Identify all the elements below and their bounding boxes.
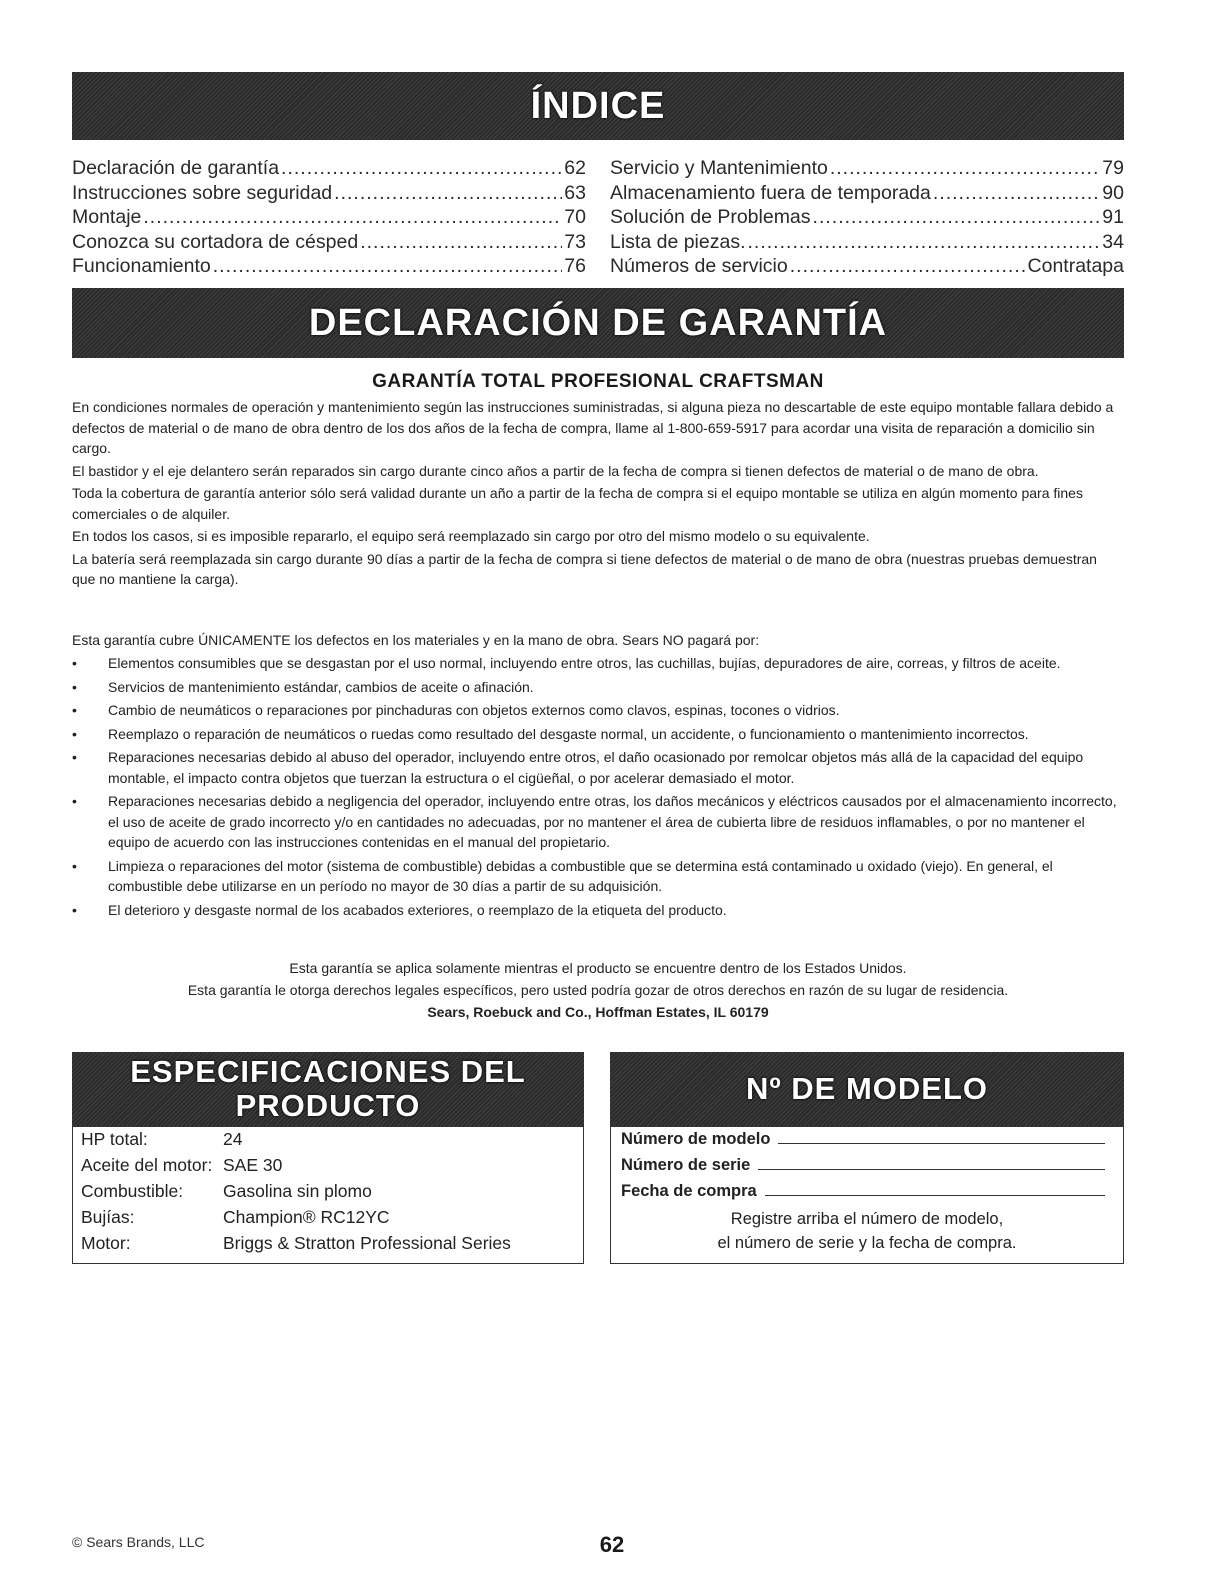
spec-key: Bujías: (81, 1207, 135, 1227)
toc-item[interactable] (72, 182, 586, 207)
spec-key: HP total: (81, 1129, 148, 1149)
toc-item[interactable] (72, 206, 586, 231)
exclusion-item: • Reemplazo o reparación de neumáticos o ruedas como resultado del desgaste normal, un accidente, o funcionamiento o mantenimiento incorrectos. (72, 724, 1124, 745)
toc-page: 63 (564, 181, 586, 204)
toc-page: Contratapa (1027, 255, 1124, 277)
specs-title-line1: ESPECIFICACIONES DEL (130, 1054, 526, 1089)
model-number-field[interactable] (621, 1129, 1105, 1149)
specs-title-line2: PRODUCTO (235, 1088, 421, 1123)
serial-number-field[interactable] (621, 1155, 1105, 1175)
warranty-banner (72, 288, 1124, 358)
specs-box (72, 1126, 584, 1264)
warranty-paragraph: La batería será reemplazada sin cargo durante 90 días a partir de la fecha de compra si tiene defectos de material o de mano de obra (nuestras pruebas demuestran que no mantiene la carga). (72, 550, 1097, 587)
warranty-paragraph: En todos los casos, si es imposible repararlo, el equipo será reemplazado sin cargo por otro del mismo modelo o su equivalente. (72, 528, 870, 544)
toc-label: Servicio y Mantenimiento (610, 157, 828, 179)
model-note (611, 1207, 1123, 1255)
model-banner-title: Nº DE MODELO (745, 1071, 989, 1106)
toc-item[interactable] (610, 157, 1124, 182)
warranty-paragraph: Toda la cobertura de garantía anterior sólo será validad durante un año a partir de la fecha de compra si el equipo montable se utiliza en algún momento para fines comerciales o de alquiler. (72, 485, 1083, 522)
spec-value: Champion® RC12YC (223, 1207, 390, 1227)
toc-page: 91 (1102, 206, 1124, 228)
exclusion-item: • Limpieza o reparaciones del motor (sistema de combustible) debidas a combustible que se determina está contaminado u oxidado (viejo). En general, el combustible debe utilizarse en un período no mayor de 30 días a partir de su adquisición. (72, 856, 1124, 897)
model-number-line[interactable] (778, 1129, 1105, 1144)
toc-item[interactable] (72, 231, 586, 256)
toc-left-column (72, 157, 586, 280)
toc-label: Solución de Problemas (610, 206, 811, 228)
spec-row (81, 1129, 242, 1150)
spec-row (81, 1233, 511, 1254)
toc-label: Almacenamiento fuera de temporada (610, 181, 931, 204)
model-number-label: Número de modelo (621, 1130, 771, 1148)
toc-item[interactable] (610, 255, 1124, 280)
copyright: © Sears Brands, LLC (72, 1534, 205, 1550)
serial-number-label: Número de serie (621, 1156, 751, 1174)
exclusion-item: • Servicios de mantenimiento estándar, cambios de aceite o afinación. (72, 677, 1124, 698)
spec-row (81, 1155, 282, 1176)
toc-item[interactable] (72, 255, 586, 280)
warranty-closing (72, 957, 1124, 1023)
purchase-date-label: Fecha de compra (621, 1182, 757, 1200)
exclusion-item: • Reparaciones necesarias debido a negligencia del operador, incluyendo entre otras, los daños mecánicos y eléctricos causados por el almacenamiento incorrecto, el uso de aceite de grado incorrecto y/o en cantidades no adecuadas, por no mantener el área de cubierta libre de residuos inflamables, o por no mantener el equipo de acuerdo con las instrucciones contenidas en el manual del propietario. (72, 791, 1124, 853)
model-note-line-1: Registre arriba el número de modelo, (730, 1210, 1004, 1228)
spec-value: 24 (223, 1129, 243, 1149)
toc-page: 90 (1102, 181, 1124, 204)
model-banner (610, 1052, 1124, 1126)
exclusion-item: • El deterioro y desgaste normal de los acabados exteriores, o reemplazo de la etiqueta del producto. (72, 900, 1124, 921)
spec-key: Motor: (81, 1233, 131, 1253)
serial-number-line[interactable] (758, 1155, 1105, 1170)
exclusion-item: • Reparaciones necesarias debido al abuso del operador, incluyendo entre otros, el daño ocasionado por remolcar objetos más allá de la capacidad del equipo montable, el impacto contra objetos que tuerzan la estructura o el cigüeñal, o por acelerar demasiado el motor. (72, 747, 1124, 788)
toc-page: 79 (1102, 157, 1124, 179)
toc-page: 34 (1102, 230, 1124, 253)
exclusions-list (72, 653, 1124, 923)
indice-title: ÍNDICE (530, 85, 666, 127)
toc-label: Lista de piezas. (610, 230, 746, 253)
warranty-paragraph: El bastidor y el eje delantero serán reparados sin cargo durante cinco años a partir de la fecha de compra si tienen defectos de material o de mano de obra. (72, 462, 1039, 479)
toc-label: Números de servicio (610, 255, 788, 277)
exclusion-item: • Cambio de neumáticos o reparaciones por pinchaduras con objetos externos como clavos, espinas, tocones o vidrios. (72, 700, 1124, 721)
page-number: 62 (599, 1532, 625, 1557)
model-note-line-2: el número de serie y la fecha de compra. (717, 1234, 1017, 1252)
spec-value: Briggs & Stratton Professional Series (223, 1233, 511, 1253)
warranty-banner-title: DECLARACIÓN DE GARANTÍA (308, 302, 888, 344)
spec-row (81, 1207, 390, 1228)
spec-value: SAE 30 (223, 1155, 283, 1175)
spec-value: Gasolina sin plomo (223, 1181, 372, 1201)
toc-page: 70 (564, 206, 586, 228)
spec-row (81, 1181, 372, 1202)
exclusions-intro: Esta garantía cubre ÚNICAMENTE los defectos en los materiales y en la mano de obra. Sears NO pagará por: (72, 632, 760, 648)
toc-label: Instrucciones sobre seguridad (72, 181, 333, 204)
purchase-date-line[interactable] (765, 1181, 1105, 1196)
toc-page: 73 (564, 230, 586, 253)
toc-item[interactable] (610, 231, 1124, 256)
toc-right-column (610, 157, 1124, 280)
closing-line-1: Esta garantía se aplica solamente mientras el producto se encuentre dentro de los Estados Unidos. (289, 960, 907, 976)
company-address: Sears, Roebuck and Co., Hoffman Estates, IL 60179 (427, 1004, 769, 1020)
indice-banner (72, 72, 1124, 140)
warranty-heading: GARANTÍA TOTAL PROFESIONAL CRAFTSMAN (372, 371, 824, 392)
toc-label: Montaje (72, 206, 142, 228)
model-box (610, 1126, 1124, 1264)
warranty-paragraphs (72, 397, 1124, 592)
toc-page: 76 (564, 255, 586, 277)
specs-banner (72, 1052, 584, 1126)
toc-label: Conozca su cortadora de césped (72, 230, 359, 253)
toc-label: Declaración de garantía (72, 157, 280, 179)
toc-page: 62 (564, 157, 586, 179)
toc-label: Funcionamiento (72, 255, 211, 277)
toc-item[interactable] (610, 182, 1124, 207)
exclusion-item: • Elementos consumibles que se desgastan por el uso normal, incluyendo entre otros, las cuchillas, bujías, depuradores de aire, correas, y filtros de aceite. (72, 653, 1124, 674)
purchase-date-field[interactable] (621, 1181, 1105, 1201)
closing-line-2: Esta garantía le otorga derechos legales específicos, pero usted podría gozar de otros derechos en razón de su lugar de residencia. (187, 982, 1009, 998)
spec-key: Aceite del motor: (81, 1155, 213, 1175)
toc-item[interactable] (72, 157, 586, 182)
spec-key: Combustible: (81, 1181, 184, 1201)
warranty-paragraph: En condiciones normales de operación y mantenimiento según las instrucciones suministradas, si alguna pieza no descartable de este equipo montable fallara debido a defectos de material o de mano de obra dentro de los dos años de la fecha de compra, llame al 1-800-659-5917 para acordar una visita de reparación a domicilio sin cargo. (72, 399, 1114, 456)
toc-item[interactable] (610, 206, 1124, 231)
